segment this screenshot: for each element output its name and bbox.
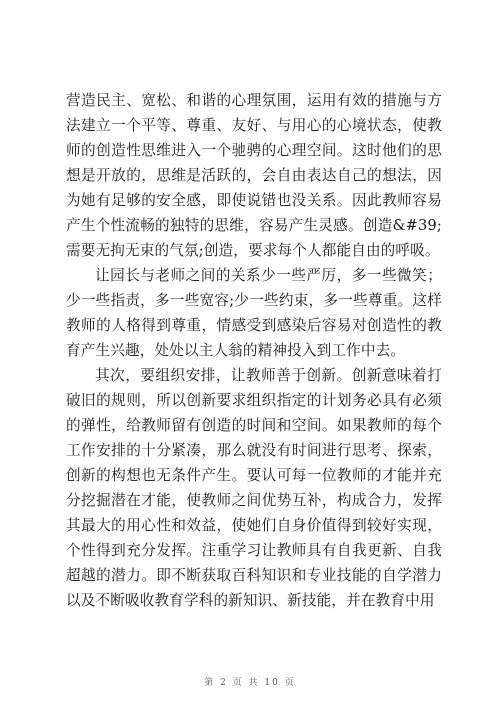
paragraph-1: 营造民主、宽松、和谐的心理氛围，运用有效的措施与方法建立一个平等、尊重、友好、与用心的心境状态，使教师的创造性思维进入一个驰骋的心理空间。这时他们的思想是开放的，思维是活跃的，会自由表达自己的想法，因为她有足够的安全感，即使说错也没关系。因此教师容易产生个性流畅的独特的思维，容易产生灵感。创造&#39;需要无拘无束的气氛;创造，要求每个人都能自由的呼吸。: [66, 92, 442, 259]
paragraph-3: 其次，要组织安排，让教师善于创新。创新意味着打破旧的规则，所以创新要求组织指定的计划务必具有必须的弹性，给教师留有创造的时间和空间。如果教师的每个工作安排的十分紧凑，那么就没有时间进行思考、探索，创新的构想也无条件产生。要认可每一位教师的才能并充分挖掘潜在才能，使教师之间优势互补，构成合力，发挥其最大的用心性和效益，使她们自身价值得到较好实现，个性得到充分发挥。注重学习让教师具有自我更新、自我超越的潜力。即不断获取百科知识和专业技能的自学潜力以及不断吸收教育学科的新知识、新技能，并在教育中用: [66, 367, 442, 609]
paragraph-2: 让园长与老师之间的关系少一些严厉，多一些微笑；少一些指责，多一些宽容;少一些约束，多一些尊重。这样教师的人格得到尊重，情感受到感染后容易对创造性的教育产生兴趣，处处以主人翁的精神投入到工作中去。: [66, 267, 442, 359]
page-footer: 第 2 页 共 10 页: [204, 678, 296, 688]
document-body: [66, 88, 442, 613]
